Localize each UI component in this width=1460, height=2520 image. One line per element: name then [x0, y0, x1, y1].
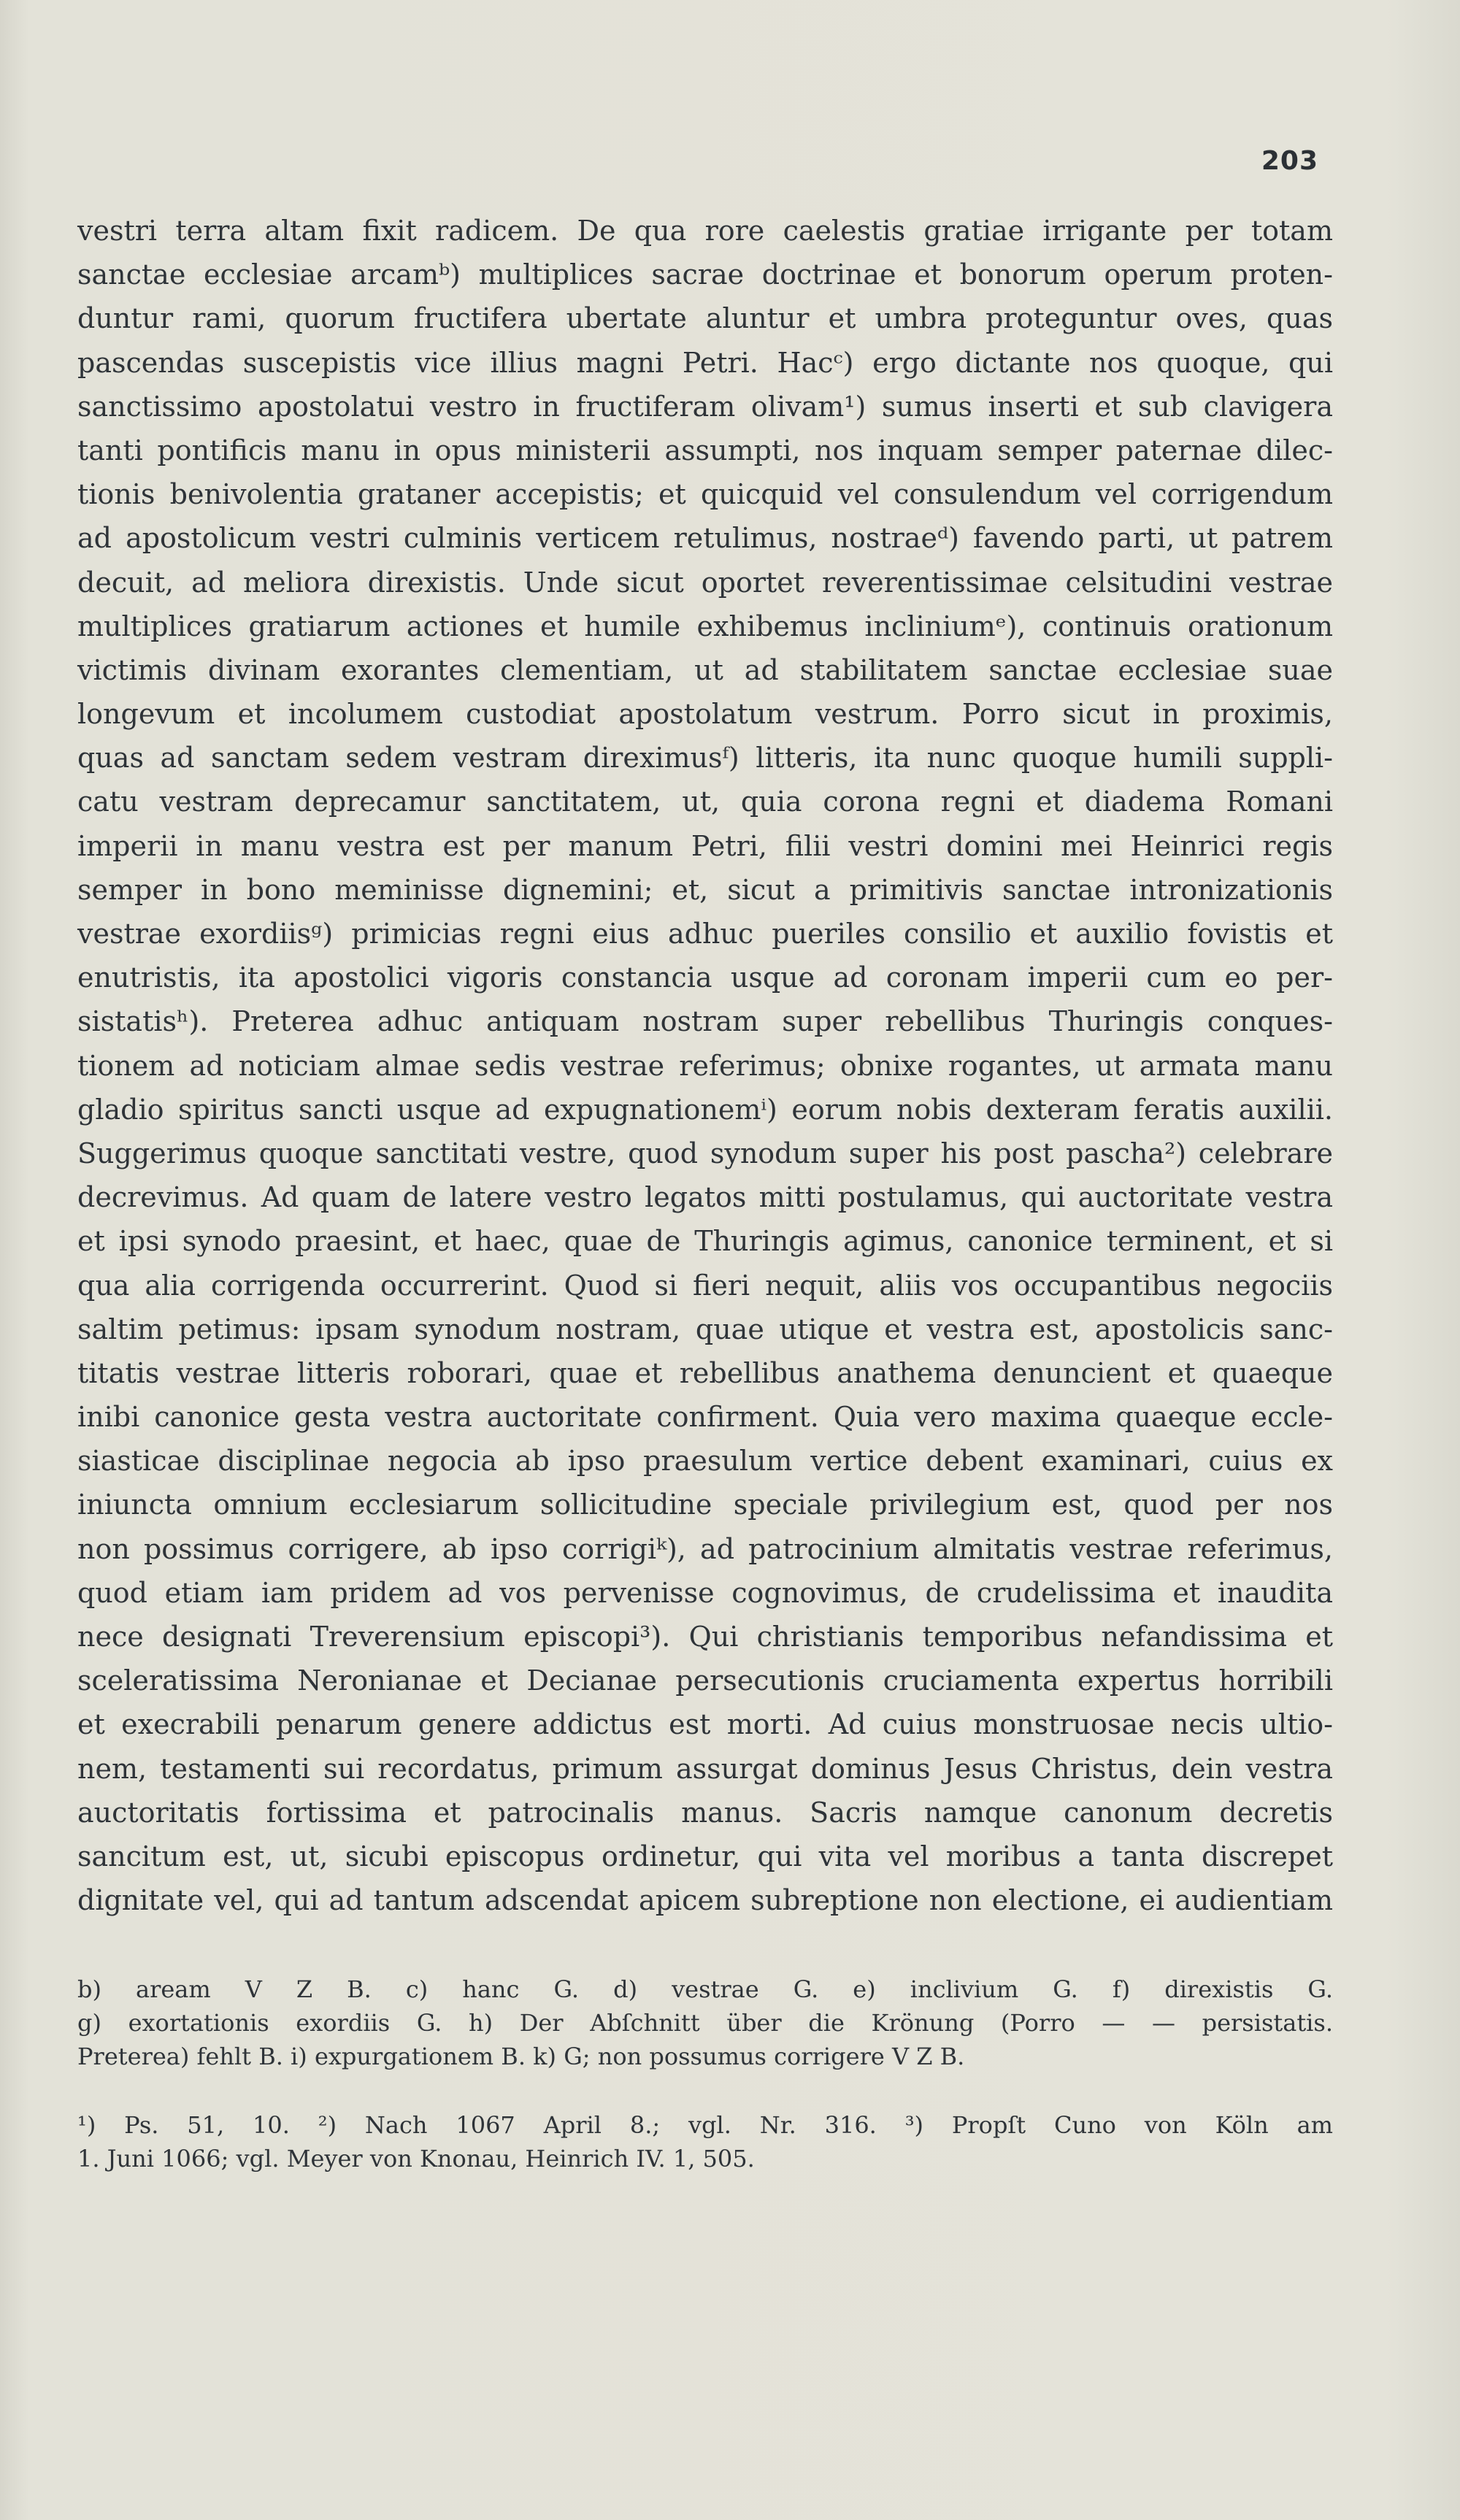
main-text: [77, 209, 1333, 1922]
apparatus-line: Preterea) fehlt B. i) expurgationem B. k) G; non possumus corrigere V Z B.: [77, 2043, 965, 2070]
text-line: siasticae disciplinae negocia ab ipso praesulum vertice debent examinari, cuius ex: [77, 1445, 1333, 1478]
text-line: titatis vestrae litteris roborari, quae et rebellibus anathema denuncient et quaeque: [77, 1356, 1333, 1389]
text-line: tionis benivolentia grataner accepistis; et quicquid vel consulendum vel corrigendum: [77, 478, 1333, 511]
text-line: decuit, ad meliora direxistis. Unde sicut oportet reverentissimae celsitudini vestrae: [77, 566, 1333, 599]
text-line: sancitum est, ut, sicubi episcopus ordinetur, qui vita vel moribus a tanta discrepet: [77, 1840, 1333, 1872]
text-line: semper in bono meminisse dignemini; et, sicut a primitivis sanctae intronizationis: [77, 873, 1333, 906]
text-line: catu vestram deprecamur sanctitatem, ut, quia corona regni et diadema Romani: [77, 785, 1333, 818]
footnotes: [77, 2108, 1333, 2175]
text-line: sceleratissima Neronianae et Decianae persecutionis cruciamenta expertus horribili: [77, 1664, 1333, 1697]
text-line: auctoritatis fortissima et patrocinalis manus. Sacris namque canonum decretis: [77, 1796, 1333, 1829]
text-line: quas ad sanctam sedem vestram direximusᶠ) litteris, ita nunc quoque humili suppli-: [77, 742, 1333, 775]
text-line: gladio spiritus sancti usque ad expugnationemⁱ) eorum nobis dexteram feratis auxilii.: [77, 1093, 1333, 1126]
apparatus-line: g) exortationis exordiis G. h) Der Abſchnitt über die Krönung (Porro — — persistatis.: [77, 2009, 1333, 2037]
text-line: multiplices gratiarum actiones et humile exhibemus incliniumᵉ), continuis orationum: [77, 610, 1333, 642]
text-line: saltim petimus: ipsam synodum nostram, quae utique et vestra est, apostolicis sanc-: [77, 1313, 1333, 1345]
footnote-line: ¹) Ps. 51, 10. ²) Nach 1067 April 8.; vgl. Nr. 316. ³) Propſt Cuno von Köln am: [77, 2111, 1333, 2139]
text-line: iniuncta omnium ecclesiarum sollicitudine speciale privilegium est, quod per nos: [77, 1488, 1333, 1521]
text-line: tionem ad noticiam almae sedis vestrae referimus; obnixe rogantes, ut armata manu: [77, 1049, 1333, 1082]
text-line: tanti pontificis manu in opus ministerii assumpti, nos inquam semper paternae dilec-: [77, 434, 1333, 466]
text-line: dignitate vel, qui ad tantum adscendat apicem subreptione non electione, ei audientiam: [77, 1884, 1333, 1917]
apparatus-line: b) aream V Z B. c) hanc G. d) vestrae G. e) inclivium G. f) direxistis G.: [77, 1975, 1333, 2003]
text-line: ad apostolicum vestri culminis verticem retulimus, nostraeᵈ) favendo parti, ut patrem: [77, 522, 1333, 555]
text-line: decrevimus. Ad quam de latere vestro legatos mitti postulamus, qui auctoritate vestra: [77, 1181, 1333, 1214]
text-line: nece designati Treverensium episcopi³). Qui christianis temporibus nefandissima et: [77, 1621, 1333, 1653]
text-line: duntur rami, quorum fructifera ubertate aluntur et umbra proteguntur oves, quas: [77, 302, 1333, 335]
text-line: non possimus corrigere, ab ipso corrigiᵏ), ad patrocinium almitatis vestrae referimus,: [77, 1532, 1333, 1565]
text-line: quod etiam iam pridem ad vos pervenisse cognovimus, de crudelissima et inaudita: [77, 1576, 1333, 1609]
text-line: inibi canonice gesta vestra auctoritate confirment. Quia vero maxima quaeque eccle-: [77, 1401, 1333, 1434]
text-line: sistatisʰ). Preterea adhuc antiquam nostram super rebellibus Thuringis conques-: [77, 1005, 1333, 1038]
text-line: et ipsi synodo praesint, et haec, quae de Thuringis agimus, canonice terminent, et si: [77, 1225, 1333, 1258]
text-line: imperii in manu vestra est per manum Petri, filii vestri domini mei Heinrici regis: [77, 829, 1333, 862]
text-line: vestrae exordiisᵍ) primicias regni eius adhuc pueriles consilio et auxilio fovistis et: [77, 918, 1333, 950]
text-line: qua alia corrigenda occurrerint. Quod si fieri nequit, aliis vos occupantibus negociis: [77, 1269, 1333, 1302]
footnote-line: 1. Juni 1066; vgl. Meyer von Knonau, Heinrich IV. 1, 505.: [77, 2145, 755, 2173]
text-line: longevum et incolumem custodiat apostolatum vestrum. Porro sicut in proximis,: [77, 698, 1333, 731]
text-line: vestri terra altam fixit radicem. De qua rore caelestis gratiae irrigante per totam: [77, 215, 1333, 247]
text-line: Suggerimus quoque sanctitati vestre, quod synodum super his post pascha²) celebrare: [77, 1137, 1333, 1169]
text-line: pascendas suscepistis vice illius magni Petri. Hacᶜ) ergo dictante nos quoque, qui: [77, 346, 1333, 379]
textual-apparatus: [77, 1972, 1333, 2073]
text-line: nem, testamenti sui recordatus, primum assurgat dominus Jesus Christus, dein vestra: [77, 1752, 1333, 1785]
text-line: victimis divinam exorantes clementiam, ut ad stabilitatem sanctae ecclesiae suae: [77, 653, 1333, 686]
text-line: et execrabili penarum genere addictus est morti. Ad cuius monstruosae necis ultio-: [77, 1708, 1333, 1741]
text-line: sanctissimo apostolatui vestro in fructiferam olivam¹) sumus inserti et sub clavigera: [77, 390, 1333, 423]
text-line: enutristis, ita apostolici vigoris constancia usque ad coronam imperii cum eo per-: [77, 961, 1333, 994]
text-line: sanctae ecclesiae arcamᵇ) multiplices sacrae doctrinae et bonorum operum proten-: [77, 258, 1333, 291]
page-number: 203: [1261, 146, 1318, 176]
